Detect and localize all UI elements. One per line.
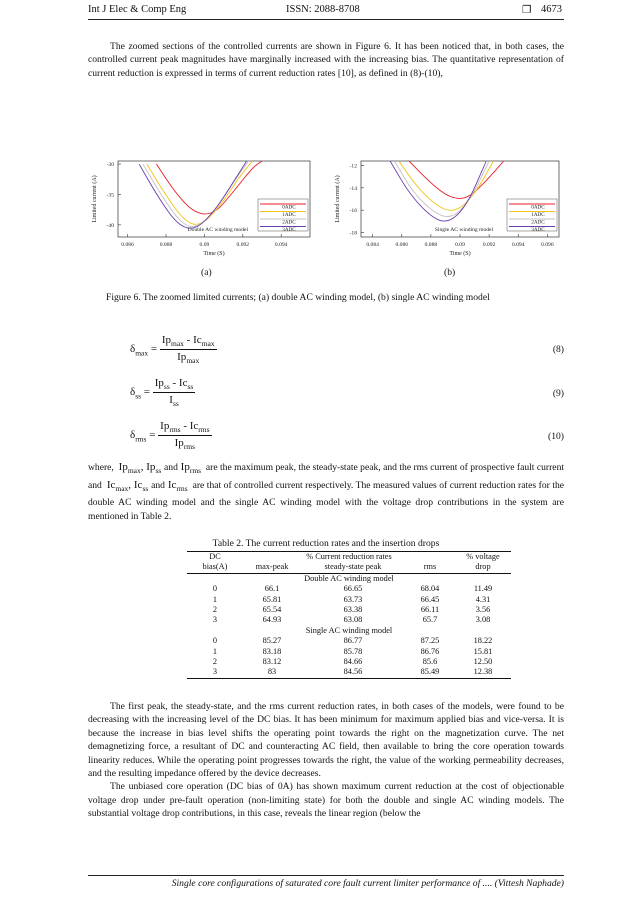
eq9-den: I — [169, 394, 173, 407]
eq9-num2: - Ic — [169, 377, 188, 389]
sym-iprms: Ip — [180, 461, 190, 473]
cell: 86.77 — [343, 636, 363, 646]
where-text-2: prospective fault current and — [88, 462, 565, 492]
y-tick-label: -14 — [349, 185, 357, 192]
x-tick-label: 0.088 — [424, 242, 438, 248]
eq9-number: (9) — [552, 388, 564, 399]
figure-caption: Figure 6. The zoomed limited currents; (a) double AC winding model, (b) single AC winding model — [106, 292, 490, 303]
figure-6b-chart — [327, 155, 567, 267]
body-paragraph-2: The unbiased core operation (DC bias of 0A) has shown maximum current reduction at the cost of objectionable voltage drop under pre-fault operation (non-limiting state) for both the double and single AC winding models. The substantial voltage drop contributions, in this case, reveals the linear region (below the — [88, 781, 564, 820]
section-row-single — [187, 626, 511, 636]
table-row — [187, 584, 511, 594]
eq8-num-sub2: max — [201, 339, 215, 349]
cell: 85.78 — [343, 646, 363, 656]
th-ss-peak: steady-state peak — [301, 562, 405, 573]
sym-ipss: Ip — [146, 461, 156, 473]
journal-name: Int J Elec & Comp Eng — [88, 4, 187, 15]
sym-iprms-sub: rms — [189, 466, 202, 476]
panel-a-label: (a) — [201, 267, 212, 278]
x-tick-label: 0.096 — [541, 242, 554, 248]
sym-ipmax-sub: max — [127, 466, 141, 476]
eq8-num: Ip — [161, 334, 171, 346]
table-row — [187, 636, 511, 646]
cell: 64.93 — [262, 615, 282, 625]
cell: 66.1 — [264, 584, 280, 594]
table-head-row-1 — [187, 552, 511, 563]
eq8-lhs: δ — [130, 343, 136, 356]
eq9-lhs: δ — [130, 386, 136, 399]
eq9-lhs-sub: ss — [135, 391, 142, 401]
cell: 68.04 — [420, 584, 440, 594]
equation-8: $\delta_{max}$ = $\frac{Ip_{max} - Ic_{max}}{Ip_{max}}$ — [130, 334, 215, 366]
cell: 63.38 — [343, 605, 363, 615]
legend-label: 0ADC — [531, 204, 545, 211]
cell: 1 — [212, 646, 218, 656]
eq10-lhs-sub: rms — [135, 434, 147, 444]
x-tick-label: 0.09 — [199, 242, 210, 248]
eq10-num-sub: rms — [169, 425, 181, 435]
cell: 85.6 — [422, 657, 438, 667]
table-title: Table 2. The current reduction rates and the insertion drops — [212, 538, 440, 549]
table-row — [187, 647, 511, 657]
eq10-lhs: δ — [130, 429, 136, 442]
cell: 66.65 — [343, 584, 363, 594]
eq10-num-sub2: rms — [198, 425, 210, 435]
eq9-num: Ip — [154, 377, 164, 389]
issn: ISSN: 2088-8708 — [286, 4, 360, 15]
table-row — [187, 615, 511, 625]
eq8-den: Ip — [177, 351, 187, 364]
y-tick-label: -12 — [349, 163, 357, 170]
cell: 65.54 — [262, 605, 282, 615]
intro-text: The zoomed sections of the controlled currents are shown in Figure 6. It has been noticed that, in both cases, the controlled current peak magnitudes have marginally increased with the increasing bias. The quantitative representation of current reduction is expressed in terms of current reduction rates [10], as defined in (8)-(10), — [88, 41, 564, 79]
cell: 11.49 — [473, 584, 493, 594]
section-single-label: Single AC winding model — [305, 625, 393, 635]
sym-icmax-sub: max — [115, 484, 129, 494]
cell: 84.56 — [301, 667, 405, 678]
eq10-den: Ip — [174, 437, 184, 450]
equation-10: $\delta_{rms}$ = $\frac{Ip_{rms} - Ic_{rms}}{Ip_{rms}}$ — [130, 420, 210, 452]
cell: 3 — [187, 667, 243, 678]
cell: 83.18 — [262, 646, 282, 656]
header-rule — [88, 19, 564, 20]
plot-annotation: Double AC winding model — [187, 227, 249, 233]
eq8-num2: - Ic — [183, 334, 202, 346]
legend-label: 3ADC — [531, 226, 545, 233]
cell: 65.7 — [422, 615, 438, 625]
footer-rule — [88, 875, 564, 876]
table-row — [187, 605, 511, 615]
y-tick-label: -16 — [349, 208, 357, 215]
x-tick-label: 0.092 — [236, 242, 250, 248]
where-text-1: are the maximum peak, the steady-state peak, and the rms current of — [205, 462, 468, 473]
y-tick-label: -18 — [349, 230, 357, 237]
eq8-number: (8) — [552, 344, 564, 355]
sym-icrms-sub: rms — [176, 484, 188, 494]
eq8-lhs-sub: max — [135, 348, 149, 358]
cell: 2 — [212, 657, 218, 667]
x-tick-label: 0.084 — [366, 242, 379, 248]
sym-icrms: Ic — [167, 479, 177, 492]
body-paragraph-1: The first peak, the steady-state, and the rms current reduction rates, in both cases of the models, were found to be decreasing with the increasing level of the DC bias. It has been minimum for maximum applied bias and vice-versa. It is because the increase in bias level shifts the operating point towards the right on the magnetization curve. The net demagnetizing force, a resultant of DC and counteracting AC field, then available to bring the core operation towards linearity reduces. While the operating point progresses towards the right, the value of the working permeability decreases, and the resulting impedance offered by the device decreases. — [88, 701, 564, 780]
cell: 63.73 — [343, 594, 363, 604]
th-bias: bias(A) — [187, 562, 243, 573]
eq10-num2: - Ic — [180, 420, 199, 432]
table-2 — [187, 551, 511, 679]
th-voltage: % voltage — [455, 552, 511, 563]
eq10-den-sub: rms — [183, 442, 196, 452]
cell: 66.11 — [420, 605, 440, 615]
sym-ipmax: Ip — [118, 461, 128, 473]
cell: 3.56 — [475, 605, 491, 615]
cell: 2 — [212, 605, 218, 615]
intro-paragraph — [88, 40, 564, 80]
eq10-num: Ip — [160, 420, 170, 432]
x-axis-label: Time (S) — [449, 251, 471, 257]
y-axis-label: Limited current (A) — [92, 175, 98, 223]
legend-label: 1ADC — [531, 211, 545, 218]
th-rms: rms — [405, 562, 455, 573]
and-word-2: and — [151, 480, 165, 492]
body-paragraphs — [88, 700, 564, 821]
x-axis-label: Time (S) — [203, 251, 225, 257]
sym-icss-sub: ss — [142, 484, 149, 494]
sym-icss: Ic — [133, 479, 143, 492]
cell: 66.45 — [420, 594, 440, 604]
cell: 84.66 — [343, 657, 363, 667]
where-text-3: are that of controlled current respectively. The measured values of current reduction rates for the double AC winding model and the single AC winding model with the voltage drop contributions in the system are mentioned in Table 2. — [88, 480, 565, 523]
eq9-den-sub: ss — [172, 399, 179, 409]
and-word-1: and — [164, 462, 178, 473]
eq9-num-sub: ss — [163, 382, 170, 392]
table-row — [187, 595, 511, 605]
th-max-peak: max-peak — [243, 562, 301, 573]
cell: 15.81 — [473, 646, 493, 656]
sym-ipss-sub: ss — [155, 466, 162, 476]
panel-b-label: (b) — [444, 267, 456, 278]
cell: 4.31 — [475, 594, 491, 604]
legend-label: 2ADC — [531, 219, 545, 226]
cell: 3 — [212, 615, 218, 625]
table-head-row-2 — [187, 562, 511, 573]
cell: 18.22 — [473, 636, 493, 646]
cell: 83.12 — [262, 657, 282, 667]
cell: 83 — [243, 667, 301, 678]
eq8-num-sub: max — [171, 339, 184, 349]
eq9-num-sub2: ss — [187, 382, 194, 392]
legend-label: 1ADC — [282, 211, 296, 218]
page-number: 4673 — [541, 4, 562, 15]
x-tick-label: 0.086 — [121, 242, 134, 248]
equation-9: $\delta_{ss}$ = $\frac{Ip_{ss} - Ic_{ss}}{I_{ss}}$ — [130, 377, 194, 409]
x-tick-label: 0.094 — [511, 242, 525, 248]
figure-6a-chart — [88, 155, 318, 267]
cell: 0 — [212, 584, 218, 594]
y-tick-label: -30 — [106, 162, 114, 169]
cell: 12.50 — [473, 657, 493, 667]
sym-icmax: Ic — [106, 479, 116, 492]
plot-annotation: Single AC winding model — [434, 227, 494, 233]
y-tick-label: -35 — [106, 192, 114, 199]
y-tick-label: -40 — [106, 222, 114, 229]
th-drop: drop — [455, 562, 511, 573]
x-tick-label: 0.092 — [482, 242, 496, 248]
where-word: where, — [88, 462, 114, 473]
table-row — [187, 667, 511, 678]
cell: 63.08 — [343, 615, 363, 625]
x-tick-label: 0.086 — [395, 242, 409, 248]
cell: 87.25 — [420, 636, 440, 646]
where-paragraph: where, $Ip_{max}$, $Ip_{ss}$ and $Ip_{rms}$ are the maximum peak, the steady-state peak, and the rms current of prospective fault current and $Ic_{max}$, $Ic_{ss}$ and $Ic_{rms}$ are that of controlled current respectively. The measured values of current reduction rates for the double AC winding model and the single AC winding model with the voltage drop contributions in the system are mentioned in Table 2. — [88, 461, 565, 523]
table-row — [187, 657, 511, 667]
eq8-den-sub: max — [186, 356, 200, 366]
eq10-number: (10) — [548, 431, 564, 442]
x-tick-label: 0.094 — [274, 242, 288, 248]
legend-label: 0ADC — [282, 204, 296, 211]
x-tick-label: 0.088 — [159, 242, 173, 248]
section-double-label: Double AC winding model — [304, 573, 394, 583]
legend-label: 2ADC — [282, 219, 296, 226]
cell: 85.49 — [405, 667, 455, 678]
th-dc: DC — [187, 552, 243, 563]
legend-label: 3ADC — [282, 226, 296, 233]
th-reduction: % Current reduction rates — [243, 552, 455, 563]
cell: 1 — [212, 594, 218, 604]
x-tick-label: 0.09 — [455, 242, 465, 248]
cell: 3.08 — [475, 615, 491, 625]
cell: 86.76 — [420, 646, 440, 656]
running-footer: Single core configurations of saturated core fault current limiter performance of .... (Vittesh Naphade) — [171, 878, 564, 889]
cell: 0 — [212, 636, 218, 646]
cell: 12.38 — [455, 667, 511, 678]
cell: 85.27 — [262, 636, 282, 646]
y-axis-label: Limited current (A) — [335, 175, 341, 223]
cell: 65.81 — [262, 594, 282, 604]
section-row-double — [187, 573, 511, 584]
checkbox-glyph: ❐ — [522, 5, 532, 16]
